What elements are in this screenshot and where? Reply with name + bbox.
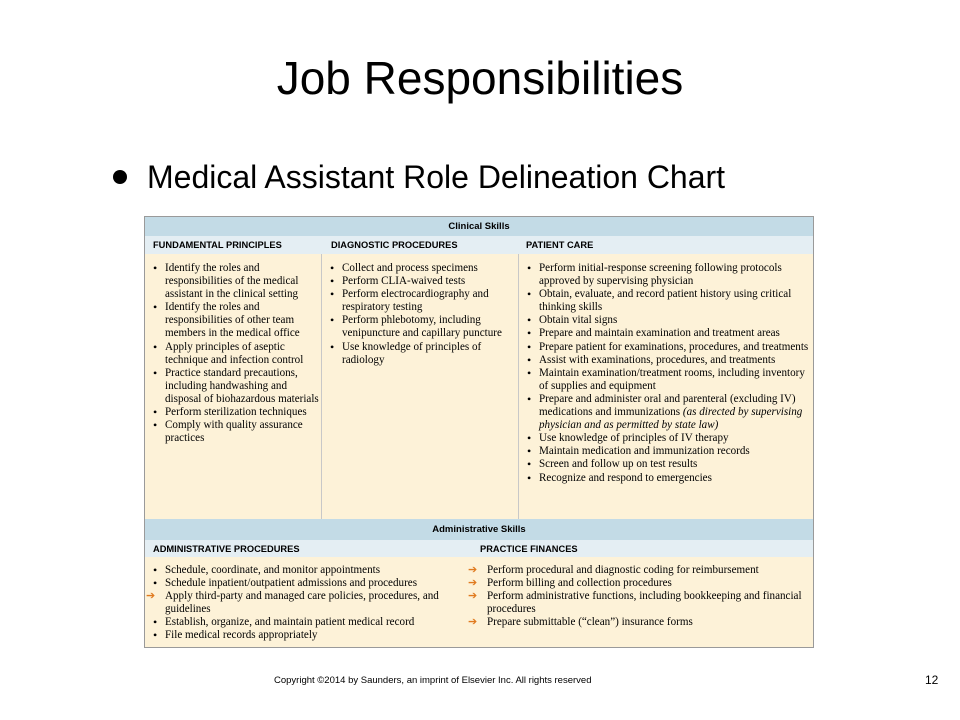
list-item [523, 393, 809, 432]
list-item: • Assist with examinations, procedures, and treatments [523, 354, 809, 367]
list-item: ➔ Perform billing and collection procedures [471, 577, 809, 590]
list-item: • Perform initial-response screening following protocols approved by supervising physician [523, 262, 809, 288]
patient-care-header: PATIENT CARE [526, 240, 594, 250]
list-item: • Maintain medication and immunization records [523, 445, 809, 458]
list-item: • Screen and follow up on test results [523, 458, 809, 471]
clinical-skills-body [145, 254, 813, 519]
slide-subtitle [113, 152, 725, 202]
list-item: • Schedule, coordinate, and monitor appointments [149, 564, 467, 577]
administrative-procedures-header: ADMINISTRATIVE PROCEDURES [153, 544, 300, 554]
role-delineation-chart [144, 216, 814, 648]
list-item: • Perform phlebotomy, including venipuncture and capillary puncture [326, 314, 514, 340]
subtitle-text: Medical Assistant Role Delineation Chart [147, 159, 726, 195]
practice-finances-header: PRACTICE FINANCES [480, 544, 578, 554]
list-item: • Recognize and respond to emergencies [523, 472, 809, 485]
list-item: • Comply with quality assurance practices [149, 419, 319, 445]
list-item: ➔ Prepare submittable (“clean”) insurance forms [471, 616, 809, 629]
slide-title: Job Responsibilities [276, 52, 684, 104]
list-item: • Maintain examination/treatment rooms, including inventory of supplies and equipment [523, 367, 809, 393]
clinical-column-headers [145, 236, 813, 254]
fundamental-principles-column [149, 262, 319, 519]
column-divider [321, 254, 322, 519]
list-item: ➔ Apply third-party and managed care policies, procedures, and guidelines [149, 590, 467, 616]
admin-column-headers [145, 540, 813, 557]
list-item: • Obtain vital signs [523, 314, 809, 327]
list-item: • Establish, organize, and maintain patient medical record [149, 616, 467, 629]
list-item: ➔ Perform procedural and diagnostic coding for reimbursement [471, 564, 809, 577]
diagnostic-procedures-header: DIAGNOSTIC PROCEDURES [331, 240, 458, 250]
list-item: ➔ Perform administrative functions, including bookkeeping and financial procedures [471, 590, 809, 616]
item-note: (as directed by supervising physician and as permitted by state law) [539, 406, 803, 432]
list-item: • File medical records appropriately [149, 629, 467, 642]
list-item: • Obtain, evaluate, and record patient history using critical thinking skills [523, 288, 809, 314]
list-item: • Prepare patient for examinations, procedures, and treatments [523, 341, 809, 354]
list-item: • Schedule inpatient/outpatient admissions and procedures [149, 577, 467, 590]
list-item: • Identify the roles and responsibilities of other team members in the medical office [149, 301, 319, 340]
list-item: • Use knowledge of principles of IV therapy [523, 432, 809, 445]
copyright-footer: Copyright ©2014 by Saunders, an imprint of Elsevier Inc. All rights reserved [274, 675, 592, 686]
list-item: • Apply principles of aseptic technique and infection control [149, 341, 319, 367]
administrative-skills-band: Administrative Skills [145, 519, 813, 540]
diagnostic-procedures-column [326, 262, 514, 519]
practice-finances-column [471, 564, 809, 647]
list-item: • Perform sterilization techniques [149, 406, 319, 419]
page-number: 12 [925, 673, 939, 687]
list-item: • Practice standard precautions, including handwashing and disposal of biohazardous materials [149, 367, 319, 406]
item-text: Prepare and administer oral and parenteral (excluding IV) medications and immunizations [539, 392, 796, 419]
list-item: • Collect and process specimens [326, 262, 514, 275]
list-item: • Identify the roles and responsibilities of the medical assistant in the clinical setting [149, 262, 319, 301]
administrative-skills-body [145, 557, 813, 647]
list-item: • Perform CLIA-waived tests [326, 275, 514, 288]
list-item: • Perform electrocardiography and respiratory testing [326, 288, 514, 314]
clinical-skills-band: Clinical Skills [145, 217, 813, 236]
administrative-procedures-column [149, 564, 467, 647]
fundamental-principles-header: FUNDAMENTAL PRINCIPLES [153, 240, 282, 250]
column-divider [518, 254, 519, 519]
list-item: • Prepare and maintain examination and treatment areas [523, 327, 809, 340]
patient-care-column [523, 262, 809, 519]
bullet-icon [113, 170, 127, 184]
list-item: • Use knowledge of principles of radiology [326, 341, 514, 367]
